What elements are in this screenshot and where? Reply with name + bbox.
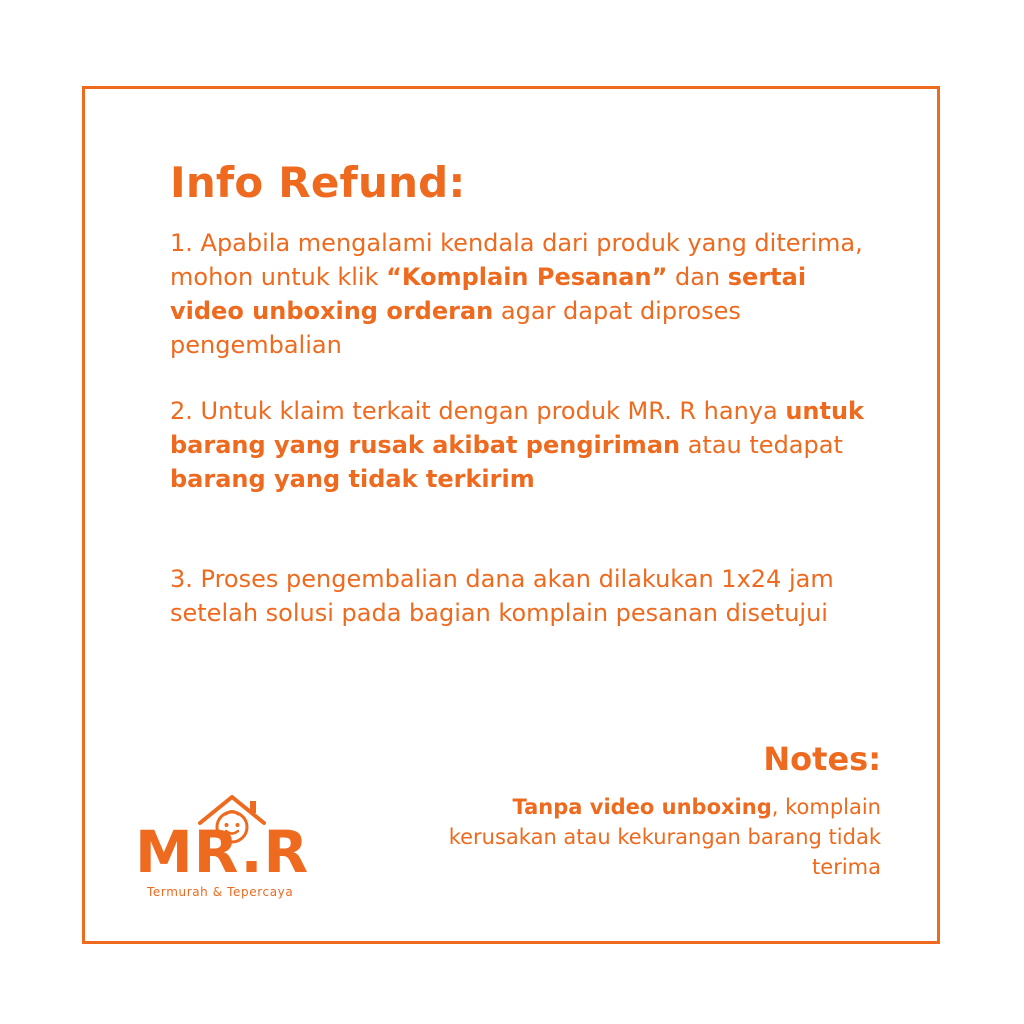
item-1-text-2: dan xyxy=(667,263,728,291)
notes-title: Notes: xyxy=(763,740,881,778)
refund-item-3 xyxy=(170,562,870,630)
refund-item-1 xyxy=(170,226,870,362)
brand-logo xyxy=(133,793,308,903)
logo-tagline: Termurah & Tepercaya xyxy=(147,885,294,899)
item-2-text-1: 2. Untuk klaim terkait dengan produk MR. R hanya xyxy=(170,397,786,425)
item-1-text-1: 1. Apabila mengalami kendala dari produk yang diterima, mohon untuk klik xyxy=(170,229,863,291)
notes-rest: , komplain kerusakan atau kekurangan barang tidak terima xyxy=(448,795,881,879)
refund-item-2 xyxy=(170,394,870,496)
item-1-komplain-pesanan: “Komplain Pesanan” xyxy=(386,263,668,291)
item-3-text: 3. Proses pengembalian dana akan dilakukan 1x24 jam setelah solusi pada bagian komplain pesanan disetujui xyxy=(170,565,834,627)
logo-wordmark: MR.R xyxy=(135,818,310,886)
item-1-video-unboxing: sertai video unboxing orderan xyxy=(170,263,807,325)
notes-text xyxy=(401,792,881,882)
item-1-text-3: agar dapat diproses pengembalian xyxy=(170,297,741,359)
notes-bold: Tanpa video unboxing xyxy=(512,795,772,819)
item-2-rusak-pengiriman: untuk barang yang rusak akibat pengiriman xyxy=(170,397,865,459)
page-title: Info Refund: xyxy=(170,158,466,207)
item-2-text-2: atau tedapat xyxy=(680,431,843,459)
item-2-tidak-terkirim: barang yang tidak terkirim xyxy=(170,465,535,493)
